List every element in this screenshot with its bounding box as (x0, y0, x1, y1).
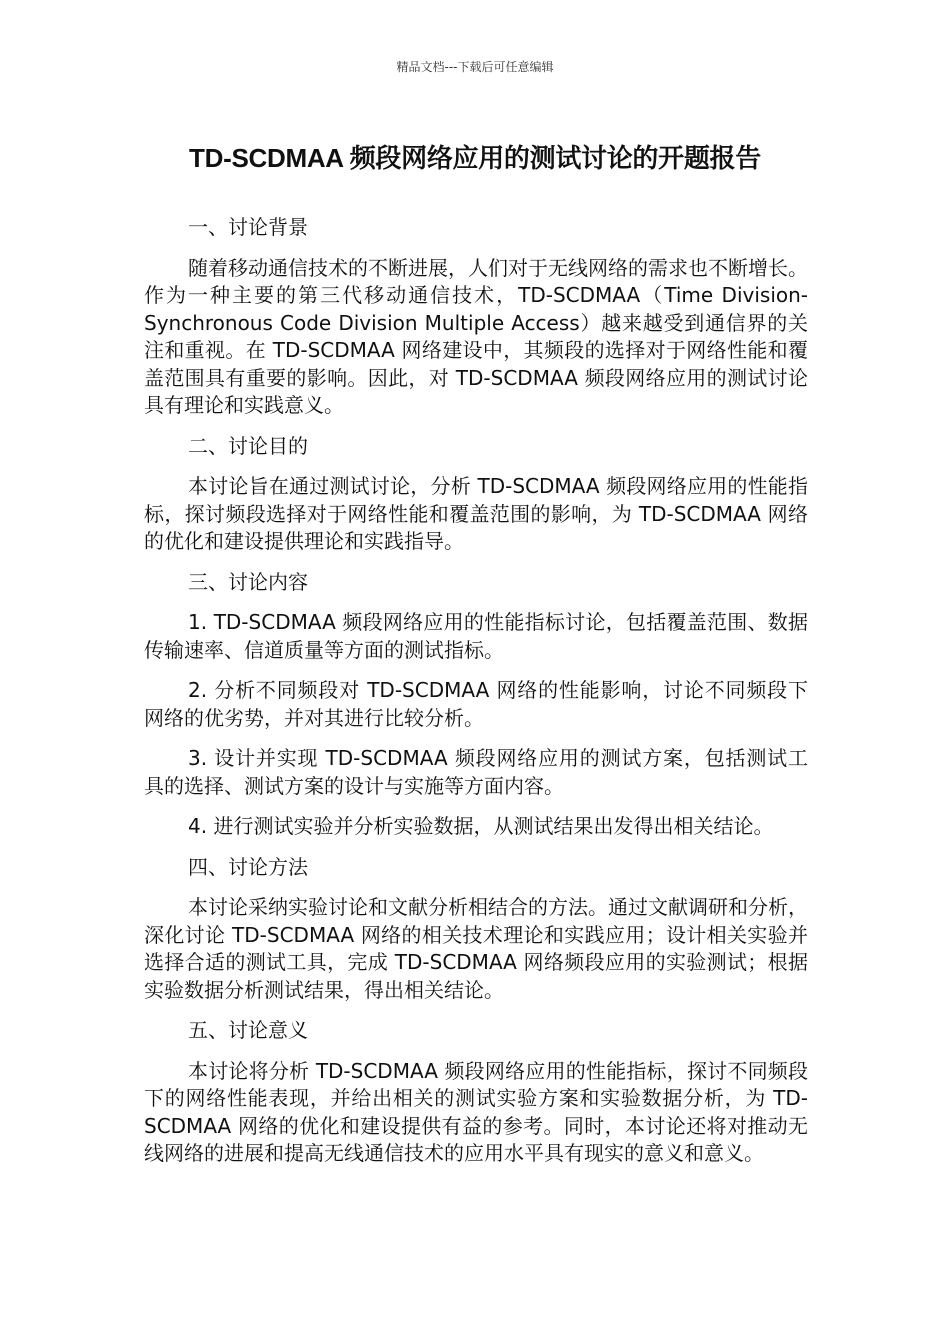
section-heading-background: 一、讨论背景 (188, 215, 308, 239)
section-heading-purpose: 二、讨论目的 (188, 433, 308, 458)
paragraph-method: 本讨论采纳实验讨论和文献分析相结合的方法。通过文献调研和分析，深化讨论 TD-SCDMAA 网络的相关技术理论和实践应用；设计相关实验并选择合适的测试工具，完成 TD-SCDMAA 网络频段应用的实验测试；根据实验数据分析测试结果，得出相关结论。 (144, 895, 808, 1002)
paragraph-purpose: 本讨论旨在通过测试讨论，分析 TD-SCDMAA 频段网络应用的性能指标，探讨频段选择对于网络性能和覆盖范围的影响，为 TD-SCDMAA 网络的优化和建设提供理论和实践指导。 (144, 474, 808, 553)
document-body (144, 214, 808, 1181)
paragraph-significance: 本讨论将分析 TD-SCDMAA 频段网络应用的性能指标，探讨不同频段下的网络性能表现，并给出相关的测试实验方案和实验数据分析，为 TD-SCDMAA 网络的优化和建设提供有益的参考。同时，本讨论还将对推动无线网络的进展和提高无线通信技术的应用水平具有现实的意义和意义。 (144, 1058, 808, 1165)
content-item-1: 1. TD-SCDMAA 频段网络应用的性能指标讨论，包括覆盖范围、数据传输速率、信道质量等方面的测试指标。 (144, 610, 808, 662)
content-item-4: 4. 进行测试实验并分析实验数据，从测试结果出发得出相关结论。 (188, 814, 774, 838)
section-heading-significance: 五、讨论意义 (188, 1018, 308, 1042)
section-heading-content: 三、讨论内容 (188, 569, 308, 594)
page-header-note: 精品文档---下载后可任意编辑 (396, 60, 554, 74)
content-item-2: 2. 分析不同频段对 TD-SCDMAA 网络的性能影响，讨论不同频段下网络的优劣势，并对其进行比较分析。 (144, 678, 808, 730)
content-item-3: 3. 设计并实现 TD-SCDMAA 频段网络应用的测试方案，包括测试工具的选择、测试方案的设计与实施等方面内容。 (144, 746, 808, 798)
document-title: TD-SCDMAA 频段网络应用的测试讨论的开题报告 (189, 143, 761, 173)
paragraph-background: 随着移动通信技术的不断进展，人们对于无线网络的需求也不断增长。作为一种主要的第三代移动通信技术，TD-SCDMAA（Time Division-Synchronous Code Division Multiple Access）越来越受到通信界的关注和重视。在 TD-SCDMAA 网络建设中，其频段的选择对于网络性能和覆盖范围具有重要的影响。因此，对 TD-SCDMAA 频段网络应用的测试讨论具有理论和实践意义。 (144, 255, 808, 417)
section-heading-method: 四、讨论方法 (188, 854, 308, 879)
